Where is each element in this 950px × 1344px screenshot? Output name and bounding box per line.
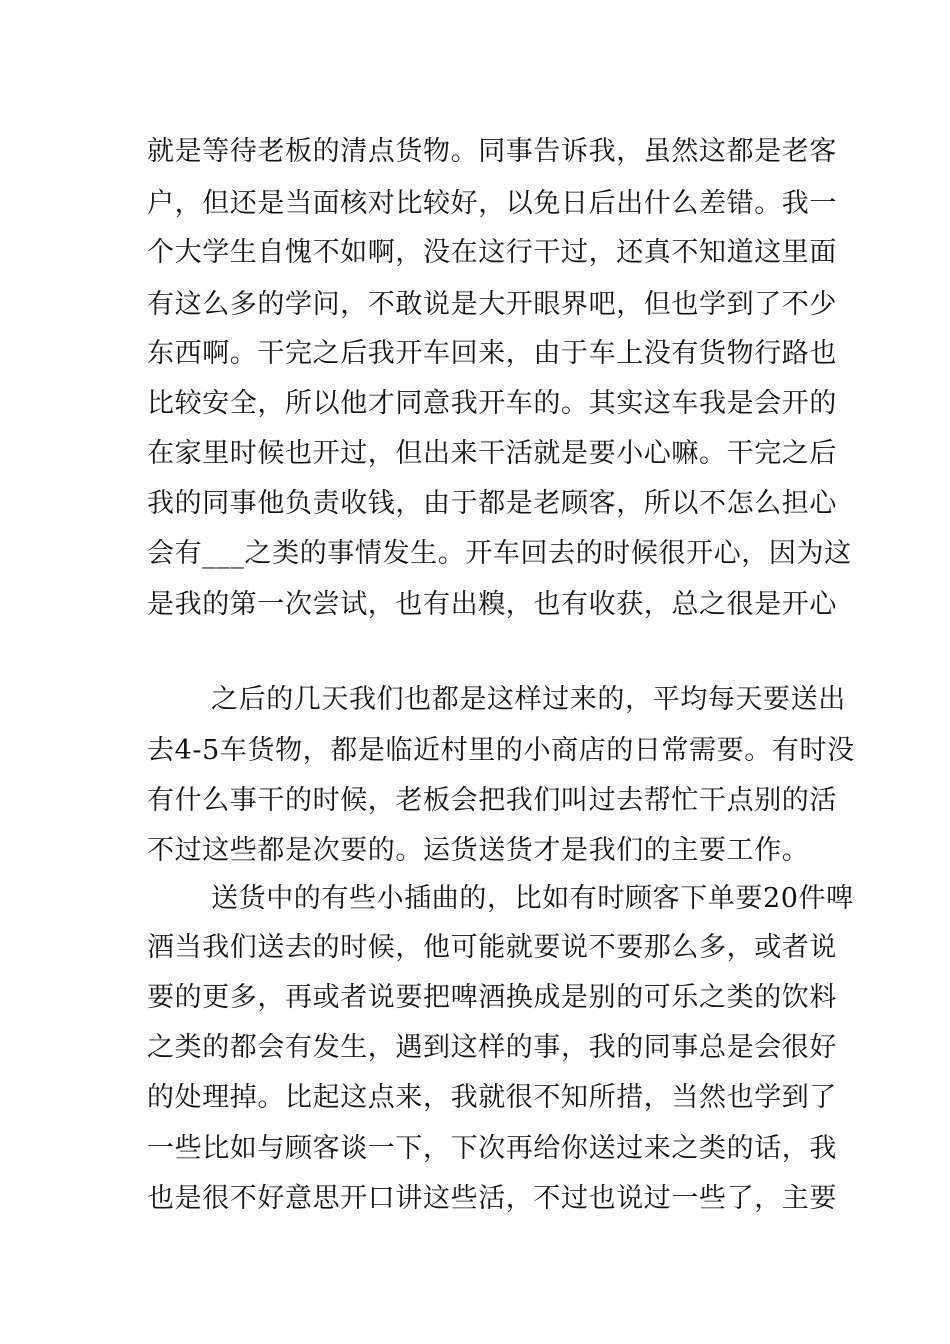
paragraph-3-line-6: 一些比如与顾客谈一下，下次再给你送过来之类的话，我 [147,1133,837,1164]
paragraph-1-line-9: 会有___之类的事情发生。开车回去的时候很开心，因为这 [147,538,852,569]
paragraph-1-line-1: 就是等待老板的清点货物。同事告诉我，虽然这都是老客 [147,136,837,167]
paragraph-1-line-2: 户，但还是当面核对比较好，以免日后出什么差错。我一 [147,188,837,219]
paragraph-3-line-4: 之类的都会有发生，遇到这样的事，我的同事总是会很好 [147,1032,837,1063]
paragraph-1-line-6: 比较安全，所以他才同意我开车的。其实这车我是会开的 [147,388,837,419]
paragraph-3-line-7: 也是很不好意思开口讲这些活，不过也说过一些了，主要 [147,1183,837,1214]
paragraph-2-line-1: 之后的几天我们也都是这样过来的，平均每天要送出 [211,684,846,715]
paragraph-1-line-7: 在家里时候也开过，但出来干活就是要小心嘛。干完之后 [147,438,837,469]
paragraph-2-line-4: 不过这些都是次要的。运货送货才是我们的主要工作。 [147,835,810,866]
paragraph-3-line-2: 酒当我们送去的时候，他可能就要说不要那么多，或者说 [147,932,837,963]
paragraph-1-line-5: 东西啊。干完之后我开车回来，由于车上没有货物行路也 [147,338,837,369]
paragraph-2-line-3: 有什么事干的时候，老板会把我们叫过去帮忙干点别的活 [147,785,837,816]
paragraph-1-line-4: 有这么多的学问，不敢说是大开眼界吧，但也学到了不少 [147,289,837,320]
paragraph-2-line-2: 去4-5车货物，都是临近村里的小商店的日常需要。有时没 [147,735,855,766]
paragraph-3-line-1: 送货中的有些小插曲的，比如有时顾客下单要20件啤 [211,883,854,914]
paragraph-3-line-3: 要的更多，再或者说要把啤酒换成是别的可乐之类的饮料 [147,982,837,1013]
paragraph-3-line-5: 的处理掉。比起这点来，我就很不知所措，当然也学到了 [147,1082,837,1113]
paragraph-1-line-10: 是我的第一次尝试，也有出糗，也有收获，总之很是开心 [147,589,837,620]
paragraph-1-line-3: 个大学生自愧不如啊，没在这行干过，还真不知道这里面 [147,237,837,268]
paragraph-1-line-8: 我的同事他负责收钱，由于都是老顾客，所以不怎么担心 [147,488,837,519]
